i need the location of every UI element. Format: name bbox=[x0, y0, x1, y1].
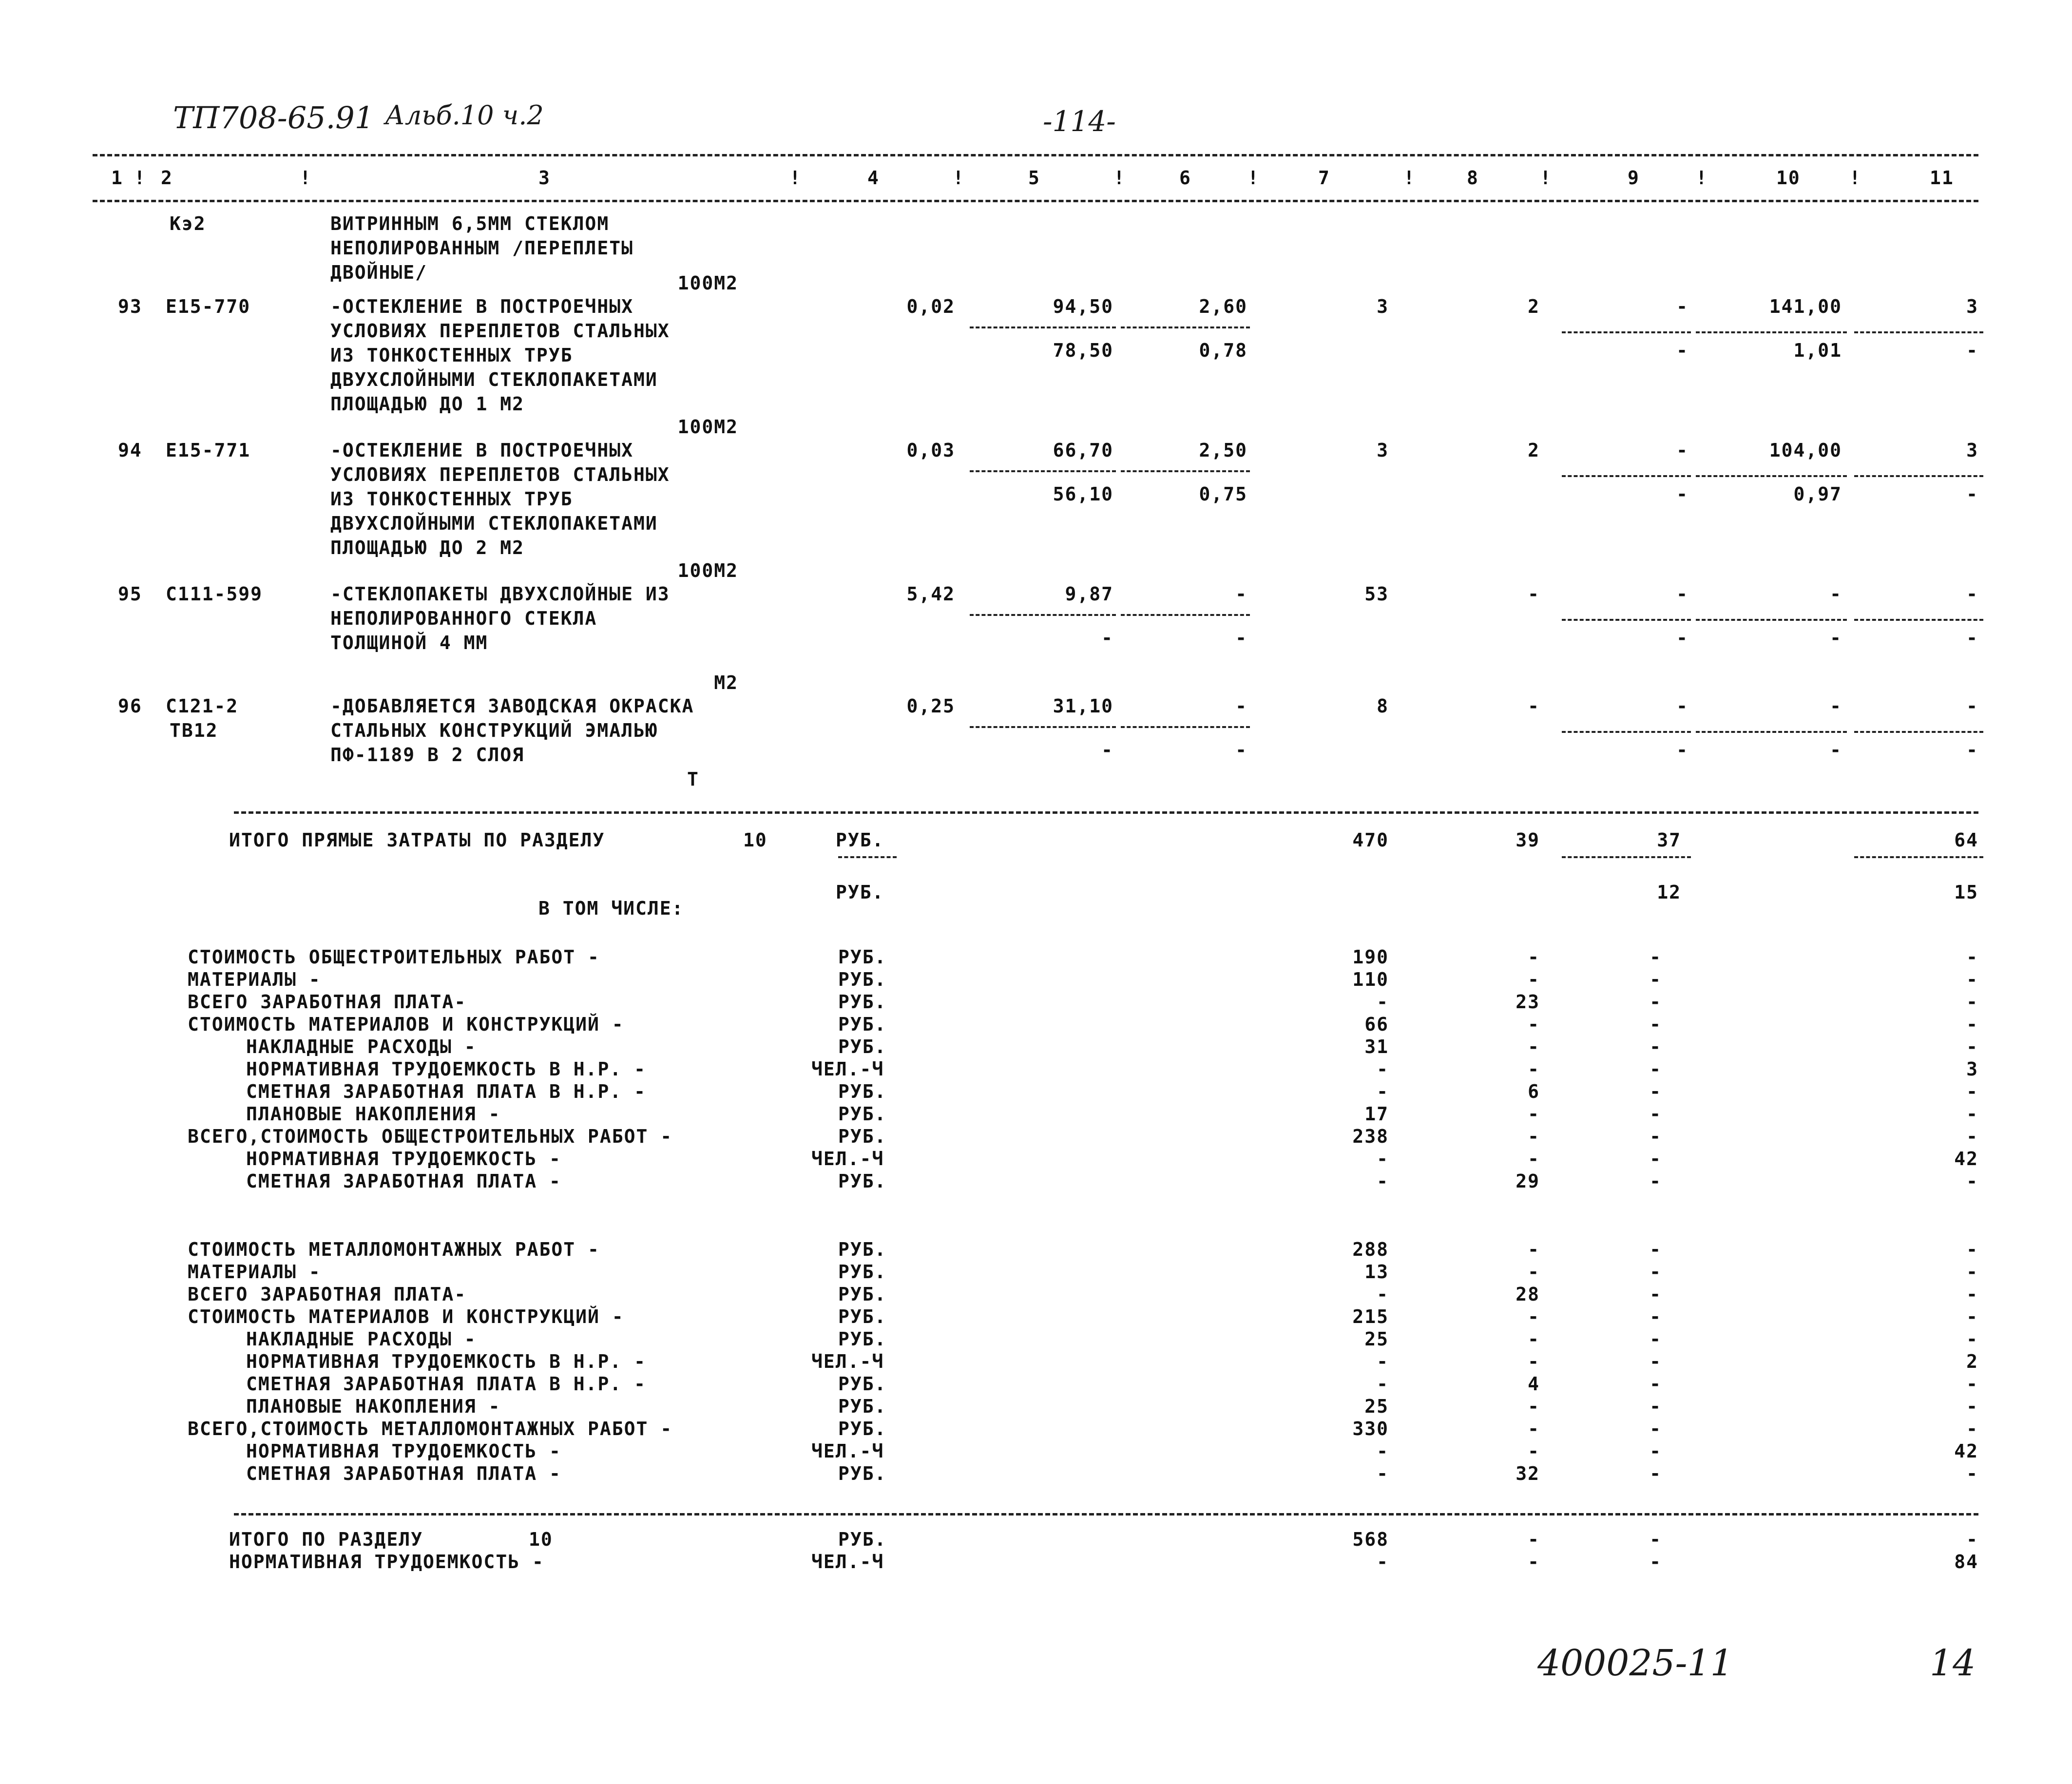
summary-unit: РУБ. bbox=[838, 1396, 887, 1417]
summary-c11: - bbox=[1966, 1126, 1978, 1147]
summary-c7: - bbox=[1377, 1058, 1389, 1080]
document-reference: ТП708-65.91 bbox=[173, 100, 374, 135]
row-description-line: ПЛОЩАДЬЮ ДО 2 М2 bbox=[330, 537, 525, 558]
cell-c5: 66,70 bbox=[1053, 440, 1113, 461]
row-description-line: ВИТРИННЫМ 6,5ММ СТЕКЛОМ bbox=[330, 213, 610, 234]
summary-label: МАТЕРИАЛЫ - bbox=[188, 1261, 321, 1283]
summary-c8: 32 bbox=[1516, 1463, 1540, 1484]
summary-c11: - bbox=[1966, 1463, 1978, 1484]
row-unit: М2 bbox=[714, 672, 738, 693]
row-unit: 100М2 bbox=[677, 560, 738, 581]
summary-label: МАТЕРИАЛЫ - bbox=[188, 969, 321, 990]
summary-c9: - bbox=[1650, 946, 1662, 968]
summary-unit: РУБ. bbox=[838, 969, 887, 990]
summary-c9: - bbox=[1650, 1261, 1662, 1283]
summary-c7: - bbox=[1377, 991, 1389, 1013]
footer-sheet: 14 bbox=[1930, 1642, 1976, 1684]
cell-c10-b: - bbox=[1830, 627, 1842, 649]
cell-c5-b: - bbox=[1101, 627, 1113, 649]
summary-unit: РУБ. bbox=[838, 1170, 887, 1192]
final-c8: - bbox=[1528, 1529, 1540, 1550]
row-description-line: ТОЛЩИНОЙ 4 ММ bbox=[330, 632, 488, 653]
cell-underline bbox=[1562, 331, 1691, 333]
cell-c11: 3 bbox=[1966, 296, 1978, 317]
summary-c11: - bbox=[1966, 1396, 1978, 1417]
summary-c8: 23 bbox=[1516, 991, 1540, 1013]
column-number-11: 11 bbox=[1930, 167, 1954, 189]
column-separator: ! bbox=[300, 167, 312, 189]
summary-unit: РУБ. bbox=[838, 1284, 887, 1305]
cell-underline bbox=[1696, 475, 1847, 477]
summary-unit: ЧЕЛ.-Ч bbox=[811, 1058, 884, 1080]
summary-c7: - bbox=[1377, 1081, 1389, 1102]
cell-underline bbox=[970, 326, 1116, 328]
summary-c9: - bbox=[1650, 1239, 1662, 1260]
row-code: С121-2 bbox=[166, 695, 239, 717]
cell-underline bbox=[1562, 619, 1691, 621]
summary-unit: ЧЕЛ.-Ч bbox=[811, 1148, 884, 1170]
column-number-3: 3 bbox=[538, 167, 551, 189]
column-number-9: 9 bbox=[1628, 167, 1640, 189]
cell-c6: 2,50 bbox=[1199, 440, 1247, 461]
summary-c7: 25 bbox=[1364, 1396, 1389, 1417]
summary-unit: ЧЕЛ.-Ч bbox=[811, 1351, 884, 1372]
summary-unit: РУБ. bbox=[838, 1463, 887, 1484]
summary-unit: РУБ. bbox=[838, 1328, 887, 1350]
summary-c7: - bbox=[1377, 1463, 1389, 1484]
summary-c9: - bbox=[1650, 991, 1662, 1013]
cell-underline bbox=[1562, 475, 1691, 477]
summary-c7: - bbox=[1377, 1170, 1389, 1192]
summary-unit: РУБ. bbox=[838, 946, 887, 968]
row-description-line: ПЛОЩАДЬЮ ДО 1 М2 bbox=[330, 393, 525, 415]
summary-c8: - bbox=[1528, 1261, 1540, 1283]
cell-c7: 3 bbox=[1377, 440, 1389, 461]
cell-c9: - bbox=[1676, 440, 1688, 461]
cell-c5: 31,10 bbox=[1053, 695, 1113, 717]
total-section: 10 bbox=[743, 829, 767, 851]
cell-c6-b: 0,75 bbox=[1199, 483, 1247, 505]
summary-unit: РУБ. bbox=[838, 1373, 887, 1395]
cell-c4: 5,42 bbox=[906, 583, 955, 605]
summary-c7: - bbox=[1377, 1148, 1389, 1170]
summary-c8: 6 bbox=[1528, 1081, 1540, 1102]
summary-c7: 31 bbox=[1364, 1036, 1389, 1057]
summary-c9: - bbox=[1650, 1126, 1662, 1147]
cell-underline bbox=[1696, 619, 1847, 621]
cell-c4: 0,25 bbox=[906, 695, 955, 717]
total-c9-b: 12 bbox=[1657, 882, 1681, 903]
final-c9: - bbox=[1650, 1529, 1662, 1550]
summary-c8: - bbox=[1528, 1058, 1540, 1080]
cell-c11: 3 bbox=[1966, 440, 1978, 461]
final-c8: - bbox=[1528, 1551, 1540, 1573]
summary-unit: РУБ. bbox=[838, 1418, 887, 1439]
cell-c6: 2,60 bbox=[1199, 296, 1247, 317]
summary-c11: - bbox=[1966, 1284, 1978, 1305]
summary-label: НОРМАТИВНАЯ ТРУДОЕМКОСТЬ В Н.Р. - bbox=[246, 1058, 646, 1080]
final-c9: - bbox=[1650, 1551, 1662, 1573]
final-unit: РУБ. bbox=[838, 1529, 887, 1550]
summary-c7: 190 bbox=[1352, 946, 1389, 968]
total-c11-b: 15 bbox=[1954, 882, 1978, 903]
cell-underline bbox=[1562, 731, 1691, 733]
row-description-line: НЕПОЛИРОВАННОГО СТЕКЛА bbox=[330, 608, 597, 629]
column-number-1: 1 bbox=[111, 167, 123, 189]
column-number-7: 7 bbox=[1318, 167, 1330, 189]
summary-c9: - bbox=[1650, 1036, 1662, 1057]
column-separator: ! bbox=[1113, 167, 1126, 189]
summary-c11: - bbox=[1966, 1261, 1978, 1283]
summary-c11: 42 bbox=[1954, 1440, 1978, 1462]
final-section: 10 bbox=[529, 1529, 553, 1550]
summary-c11: - bbox=[1966, 946, 1978, 968]
summary-label: НОРМАТИВНАЯ ТРУДОЕМКОСТЬ В Н.Р. - bbox=[246, 1351, 646, 1372]
summary-c7: 13 bbox=[1364, 1261, 1389, 1283]
row-number: 96 bbox=[118, 695, 142, 717]
cell-underline bbox=[1854, 731, 1983, 733]
summary-c11: - bbox=[1966, 1328, 1978, 1350]
cell-c11-b: - bbox=[1966, 739, 1978, 761]
summary-unit: РУБ. bbox=[838, 1081, 887, 1102]
summary-c9: - bbox=[1650, 1463, 1662, 1484]
summary-c11: - bbox=[1966, 1170, 1978, 1192]
summary-label: ПЛАНОВЫЕ НАКОПЛЕНИЯ - bbox=[246, 1396, 501, 1417]
row-description-line: ДВУХСЛОЙНЫМИ СТЕКЛОПАКЕТАМИ bbox=[330, 369, 658, 390]
cell-c8: - bbox=[1528, 583, 1540, 605]
cell-underline bbox=[1854, 475, 1983, 477]
row-number: 95 bbox=[118, 583, 142, 605]
cell-c11-b: - bbox=[1966, 483, 1978, 505]
summary-label: СМЕТНАЯ ЗАРАБОТНАЯ ПЛАТА - bbox=[246, 1170, 561, 1192]
cell-c6: - bbox=[1235, 695, 1247, 717]
summary-c8: - bbox=[1528, 1103, 1540, 1125]
cell-c9-b: - bbox=[1676, 627, 1688, 649]
cell-underline bbox=[1696, 331, 1847, 333]
cell-c5-b: - bbox=[1101, 739, 1113, 761]
final-unit: ЧЕЛ.-Ч bbox=[811, 1551, 884, 1573]
cell-c7: 3 bbox=[1377, 296, 1389, 317]
row-description-line: -ОСТЕКЛЕНИЕ В ПОСТРОЕЧНЫХ bbox=[330, 296, 633, 317]
summary-c7: - bbox=[1377, 1351, 1389, 1372]
row-code: Кэ2 bbox=[170, 213, 206, 234]
summary-unit: РУБ. bbox=[838, 1036, 887, 1057]
summary-c8: - bbox=[1528, 1396, 1540, 1417]
summary-c8: - bbox=[1528, 1126, 1540, 1147]
summary-c7: 238 bbox=[1352, 1126, 1389, 1147]
summary-unit: РУБ. bbox=[838, 991, 887, 1013]
summary-c9: - bbox=[1650, 1418, 1662, 1439]
summary-label: СТОИМОСТЬ МАТЕРИАЛОВ И КОНСТРУКЦИЙ - bbox=[188, 1306, 624, 1327]
summary-unit: РУБ. bbox=[838, 1014, 887, 1035]
summary-c11: - bbox=[1966, 969, 1978, 990]
summary-label: ВСЕГО ЗАРАБОТНАЯ ПЛАТА- bbox=[188, 1284, 467, 1305]
cell-c10: - bbox=[1830, 695, 1842, 717]
summary-c7: 17 bbox=[1364, 1103, 1389, 1125]
summary-label: НАКЛАДНЫЕ РАСХОДЫ - bbox=[246, 1036, 477, 1057]
cell-c9: - bbox=[1676, 583, 1688, 605]
cell-c11: - bbox=[1966, 695, 1978, 717]
summary-label: ВСЕГО,СТОИМОСТЬ ОБЩЕСТРОИТЕЛЬНЫХ РАБОТ - bbox=[188, 1126, 673, 1147]
summary-label: СМЕТНАЯ ЗАРАБОТНАЯ ПЛАТА - bbox=[246, 1463, 561, 1484]
cell-c5-b: 56,10 bbox=[1053, 483, 1113, 505]
row-description-line: ДВОЙНЫЕ/ bbox=[330, 262, 428, 283]
total-c7: 470 bbox=[1352, 829, 1389, 851]
summary-c9: - bbox=[1650, 1306, 1662, 1327]
summary-unit: РУБ. bbox=[838, 1239, 887, 1260]
summary-c8: - bbox=[1528, 1351, 1540, 1372]
row-code: Е15-770 bbox=[166, 296, 251, 317]
summary-unit: РУБ. bbox=[838, 1126, 887, 1147]
summary-c7: 215 bbox=[1352, 1306, 1389, 1327]
summary-c9: - bbox=[1650, 1396, 1662, 1417]
column-number-8: 8 bbox=[1467, 167, 1479, 189]
cell-c5: 9,87 bbox=[1065, 583, 1113, 605]
cell-c10: - bbox=[1830, 583, 1842, 605]
final-c11: - bbox=[1966, 1529, 1978, 1550]
summary-c9: - bbox=[1650, 1081, 1662, 1102]
row-code: Е15-771 bbox=[166, 440, 251, 461]
cell-c11-b: - bbox=[1966, 340, 1978, 361]
column-separator: ! bbox=[789, 167, 802, 189]
column-number-4: 4 bbox=[867, 167, 880, 189]
column-separator: ! bbox=[1540, 167, 1552, 189]
cell-c8: 2 bbox=[1528, 296, 1540, 317]
row-description-line: ИЗ ТОНКОСТЕННЫХ ТРУБ bbox=[330, 345, 573, 366]
summary-c8: - bbox=[1528, 1418, 1540, 1439]
summary-unit: РУБ. bbox=[838, 1306, 887, 1327]
page-number: -114- bbox=[1043, 105, 1116, 138]
summary-c7: - bbox=[1377, 1284, 1389, 1305]
row-description-line: -СТЕКЛОПАКЕТЫ ДВУХСЛОЙНЫЕ ИЗ bbox=[330, 583, 670, 605]
summary-unit: РУБ. bbox=[838, 1261, 887, 1283]
row-code-2: ТВ12 bbox=[170, 720, 218, 741]
row-description-line: ИЗ ТОНКОСТЕННЫХ ТРУБ bbox=[330, 488, 573, 510]
summary-c8: - bbox=[1528, 1239, 1540, 1260]
cell-c9: - bbox=[1676, 296, 1688, 317]
summary-label: СТОИМОСТЬ МАТЕРИАЛОВ И КОНСТРУКЦИЙ - bbox=[188, 1014, 624, 1035]
summary-label: СТОИМОСТЬ МЕТАЛЛОМОНТАЖНЫХ РАБОТ - bbox=[188, 1239, 600, 1260]
total-c11: 64 bbox=[1954, 829, 1978, 851]
summary-c7: 66 bbox=[1364, 1014, 1389, 1035]
row-description-line: УСЛОВИЯХ ПЕРЕПЛЕТОВ СТАЛЬНЫХ bbox=[330, 464, 670, 485]
album-reference: Альб.10 ч.2 bbox=[385, 100, 544, 131]
final-top-rule bbox=[234, 1513, 1978, 1515]
header-top-rule bbox=[93, 154, 1978, 156]
header-bottom-rule bbox=[93, 200, 1978, 202]
summary-c9: - bbox=[1650, 1014, 1662, 1035]
column-number-6: 6 bbox=[1179, 167, 1191, 189]
row-description-line: ПФ-1189 В 2 СЛОЯ bbox=[330, 744, 525, 766]
cell-c10-b: - bbox=[1830, 739, 1842, 761]
column-separator: ! bbox=[953, 167, 965, 189]
cell-c4: 0,02 bbox=[906, 296, 955, 317]
summary-c9: - bbox=[1650, 1328, 1662, 1350]
summary-c11: - bbox=[1966, 1418, 1978, 1439]
summary-c8: 4 bbox=[1528, 1373, 1540, 1395]
summary-label: СМЕТНАЯ ЗАРАБОТНАЯ ПЛАТА В Н.Р. - bbox=[246, 1081, 646, 1102]
cell-underline bbox=[1854, 856, 1983, 858]
final-c7: 568 bbox=[1352, 1529, 1389, 1550]
cell-c10: 104,00 bbox=[1769, 440, 1842, 461]
row-number: 94 bbox=[118, 440, 142, 461]
summary-label: ПЛАНОВЫЕ НАКОПЛЕНИЯ - bbox=[246, 1103, 501, 1125]
summary-c7: - bbox=[1377, 1373, 1389, 1395]
summary-c11: - bbox=[1966, 991, 1978, 1013]
summary-c11: 3 bbox=[1966, 1058, 1978, 1080]
cell-underline bbox=[970, 614, 1116, 616]
summary-c11: - bbox=[1966, 1036, 1978, 1057]
total-unit: РУБ. bbox=[836, 829, 884, 851]
cell-underline bbox=[970, 470, 1116, 472]
cell-c10: 141,00 bbox=[1769, 296, 1842, 317]
summary-c11: - bbox=[1966, 1103, 1978, 1125]
final-c7: - bbox=[1377, 1551, 1389, 1573]
row-description-line: -ОСТЕКЛЕНИЕ В ПОСТРОЕЧНЫХ bbox=[330, 440, 633, 461]
summary-c7: 288 bbox=[1352, 1239, 1389, 1260]
summary-c8: - bbox=[1528, 969, 1540, 990]
summary-c11: - bbox=[1966, 1014, 1978, 1035]
row-number: 93 bbox=[118, 296, 142, 317]
summary-c8: - bbox=[1528, 946, 1540, 968]
cell-underline bbox=[1121, 614, 1250, 616]
row-unit: 100М2 bbox=[677, 416, 738, 438]
summary-c8: - bbox=[1528, 1148, 1540, 1170]
final-label: ИТОГО ПО РАЗДЕЛУ bbox=[229, 1529, 423, 1550]
cell-underline bbox=[1562, 856, 1691, 858]
row-description-line: ДВУХСЛОЙНЫМИ СТЕКЛОПАКЕТАМИ bbox=[330, 513, 658, 534]
cell-underline bbox=[1121, 470, 1250, 472]
final-c11: 84 bbox=[1954, 1551, 1978, 1573]
including-heading: В ТОМ ЧИСЛЕ: bbox=[538, 898, 684, 919]
cell-c6-b: - bbox=[1235, 739, 1247, 761]
cell-c9: - bbox=[1676, 695, 1688, 717]
cell-c6-b: - bbox=[1235, 627, 1247, 649]
footer-stamp: 400025-11 bbox=[1537, 1642, 1733, 1684]
cell-c9-b: - bbox=[1676, 739, 1688, 761]
summary-c8: - bbox=[1528, 1014, 1540, 1035]
summary-label: НОРМАТИВНАЯ ТРУДОЕМКОСТЬ - bbox=[246, 1440, 561, 1462]
cell-c4: 0,03 bbox=[906, 440, 955, 461]
cell-underline bbox=[1121, 726, 1250, 728]
summary-unit: РУБ. bbox=[838, 1103, 887, 1125]
final-label: НОРМАТИВНАЯ ТРУДОЕМКОСТЬ - bbox=[229, 1551, 544, 1573]
summary-label: НАКЛАДНЫЕ РАСХОДЫ - bbox=[246, 1328, 477, 1350]
cell-underline bbox=[1854, 331, 1983, 333]
column-separator: ! bbox=[1696, 167, 1708, 189]
row-description-line: УСЛОВИЯХ ПЕРЕПЛЕТОВ СТАЛЬНЫХ bbox=[330, 320, 670, 342]
cell-c11-b: - bbox=[1966, 627, 1978, 649]
column-number-10: 10 bbox=[1776, 167, 1801, 189]
summary-c7: 25 bbox=[1364, 1328, 1389, 1350]
cell-c8: 2 bbox=[1528, 440, 1540, 461]
summary-label: СМЕТНАЯ ЗАРАБОТНАЯ ПЛАТА В Н.Р. - bbox=[246, 1373, 646, 1395]
cell-c7: 8 bbox=[1377, 695, 1389, 717]
summary-c8: 29 bbox=[1516, 1170, 1540, 1192]
summary-c9: - bbox=[1650, 1373, 1662, 1395]
cell-c7: 53 bbox=[1364, 583, 1389, 605]
summary-c11: - bbox=[1966, 1239, 1978, 1260]
row-unit-after: Т bbox=[687, 768, 699, 790]
summary-label: ВСЕГО ЗАРАБОТНАЯ ПЛАТА- bbox=[188, 991, 467, 1013]
row-description-line: НЕПОЛИРОВАННЫМ /ПЕРЕПЛЕТЫ bbox=[330, 237, 633, 259]
summary-c11: 42 bbox=[1954, 1148, 1978, 1170]
summary-c9: - bbox=[1650, 1170, 1662, 1192]
summary-c8: 28 bbox=[1516, 1284, 1540, 1305]
summary-label: НОРМАТИВНАЯ ТРУДОЕМКОСТЬ - bbox=[246, 1148, 561, 1170]
column-number-2: 2 bbox=[161, 167, 173, 189]
summary-c8: - bbox=[1528, 1328, 1540, 1350]
cell-underline bbox=[1121, 326, 1250, 328]
summary-c9: - bbox=[1650, 1284, 1662, 1305]
column-separator: ! bbox=[1247, 167, 1260, 189]
summary-label: СТОИМОСТЬ ОБЩЕСТРОИТЕЛЬНЫХ РАБОТ - bbox=[188, 946, 600, 968]
summary-c11: - bbox=[1966, 1306, 1978, 1327]
summary-unit: ЧЕЛ.-Ч bbox=[811, 1440, 884, 1462]
summary-c7: 330 bbox=[1352, 1418, 1389, 1439]
cell-c11: - bbox=[1966, 583, 1978, 605]
summary-c7: 110 bbox=[1352, 969, 1389, 990]
row-description-line: СТАЛЬНЫХ КОНСТРУКЦИЙ ЭМАЛЬЮ bbox=[330, 720, 658, 741]
cell-c10-b: 0,97 bbox=[1793, 483, 1842, 505]
cell-c6: - bbox=[1235, 583, 1247, 605]
cell-c8: - bbox=[1528, 695, 1540, 717]
summary-c9: - bbox=[1650, 1440, 1662, 1462]
cell-c9-b: - bbox=[1676, 483, 1688, 505]
summary-c11: - bbox=[1966, 1081, 1978, 1102]
unit-underline bbox=[838, 856, 897, 858]
total-c8: 39 bbox=[1516, 829, 1540, 851]
summary-c9: - bbox=[1650, 1351, 1662, 1372]
total-c9: 37 bbox=[1657, 829, 1681, 851]
summary-label: ВСЕГО,СТОИМОСТЬ МЕТАЛЛОМОНТАЖНЫХ РАБОТ - bbox=[188, 1418, 673, 1439]
row-unit: 100М2 bbox=[677, 272, 738, 294]
summary-c9: - bbox=[1650, 1103, 1662, 1125]
cell-c6-b: 0,78 bbox=[1199, 340, 1247, 361]
cell-c5-b: 78,50 bbox=[1053, 340, 1113, 361]
cell-c9-b: - bbox=[1676, 340, 1688, 361]
summary-c9: - bbox=[1650, 1058, 1662, 1080]
row-description-line: -ДОБАВЛЯЕТСЯ ЗАВОДСКАЯ ОКРАСКА bbox=[330, 695, 694, 717]
cell-underline bbox=[1854, 619, 1983, 621]
summary-c7: - bbox=[1377, 1440, 1389, 1462]
summary-c8: - bbox=[1528, 1036, 1540, 1057]
cell-underline bbox=[1696, 731, 1847, 733]
summary-c11: 2 bbox=[1966, 1351, 1978, 1372]
summary-c9: - bbox=[1650, 969, 1662, 990]
column-separator: ! bbox=[134, 167, 146, 189]
summary-c8: - bbox=[1528, 1306, 1540, 1327]
cell-underline bbox=[970, 726, 1116, 728]
column-number-5: 5 bbox=[1028, 167, 1040, 189]
totals-top-rule bbox=[234, 811, 1978, 814]
column-separator: ! bbox=[1403, 167, 1416, 189]
cell-c10-b: 1,01 bbox=[1793, 340, 1842, 361]
summary-c8: - bbox=[1528, 1440, 1540, 1462]
cell-c5: 94,50 bbox=[1053, 296, 1113, 317]
summary-c9: - bbox=[1650, 1148, 1662, 1170]
column-separator: ! bbox=[1849, 167, 1861, 189]
total-label: ИТОГО ПРЯМЫЕ ЗАТРАТЫ ПО РАЗДЕЛУ bbox=[229, 829, 605, 851]
total-unit-2: РУБ. bbox=[836, 882, 884, 903]
summary-c11: - bbox=[1966, 1373, 1978, 1395]
row-code: С111-599 bbox=[166, 583, 263, 605]
